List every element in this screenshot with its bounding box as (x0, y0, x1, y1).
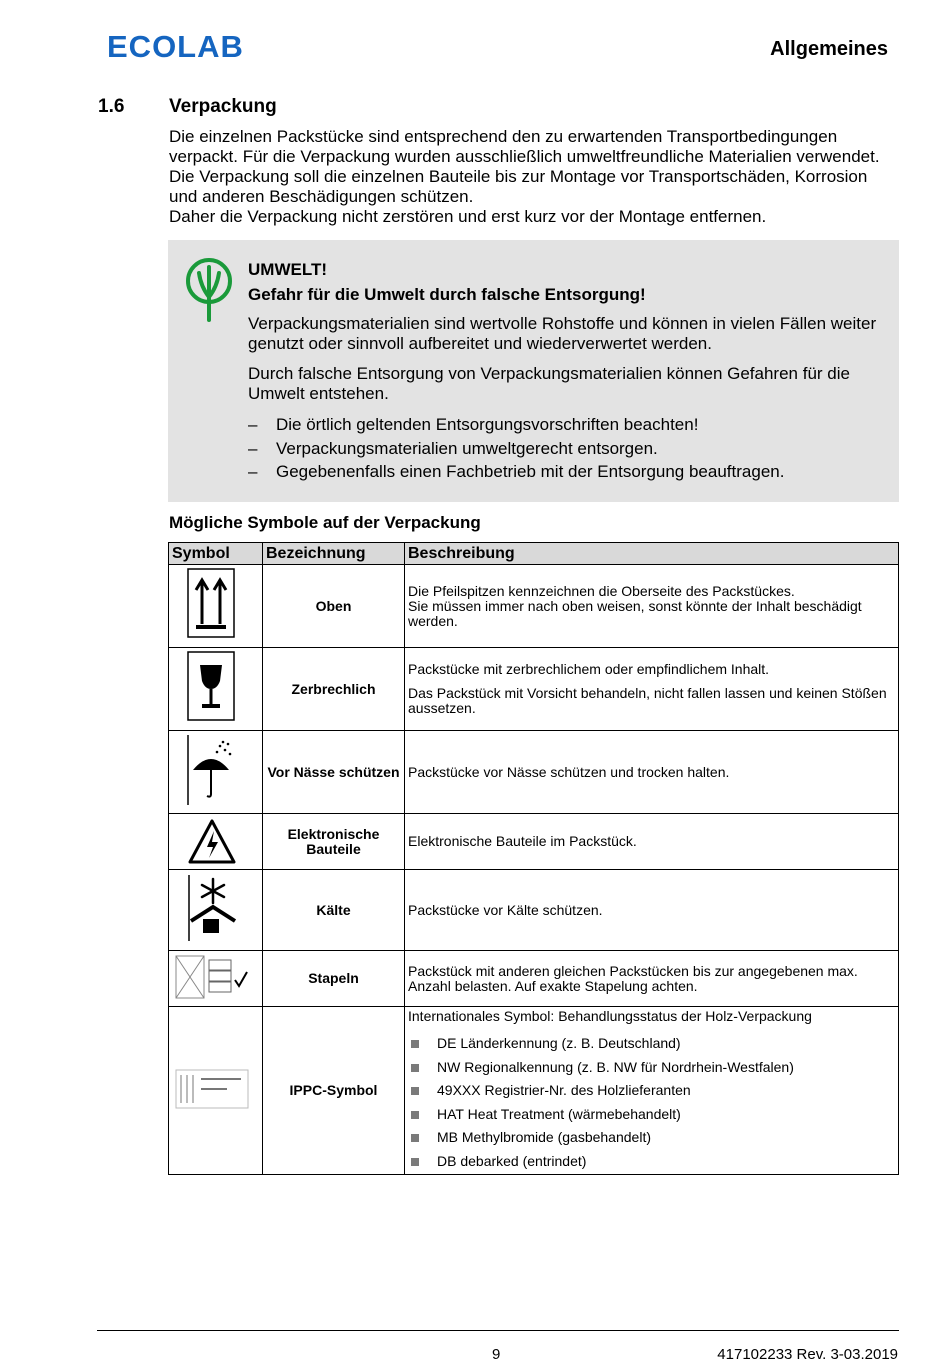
table-row (169, 814, 899, 870)
fragile-glass-icon (187, 651, 235, 721)
square-bullet-icon (411, 1040, 419, 1048)
symbol-name: Zerbrechlich (263, 648, 405, 731)
symbol-description: Packstücke vor Nässe schützen und trocken halten. (405, 731, 899, 814)
symbol-description: Packstücke vor Kälte schützen. (405, 870, 899, 951)
symbol-cell (169, 814, 263, 870)
symbol-name: Vor Nässe schützen (263, 731, 405, 814)
square-bullet-icon (411, 1087, 419, 1095)
environment-notice (168, 240, 899, 502)
dash-bullet: – (248, 438, 258, 458)
table-row (169, 731, 899, 814)
column-header: Symbol (169, 543, 263, 565)
footer-divider (97, 1330, 899, 1331)
ippc-stamp-icon (175, 1069, 249, 1109)
electrical-hazard-icon (187, 817, 237, 867)
intro-paragraph: Daher die Verpackung nicht zerstören und erst kurz vor der Montage entfernen. (169, 207, 767, 226)
list-item: DB debarked (entrindet) (408, 1150, 895, 1174)
ecolab-logo (107, 30, 255, 62)
square-bullet-icon (411, 1111, 419, 1119)
symbols-heading: Mögliche Symbole auf der Verpackung (169, 513, 481, 532)
table-row (169, 648, 899, 731)
notice-subheading: Gefahr für die Umwelt durch falsche Entsorgung! (248, 285, 646, 304)
stacking-icon (175, 954, 249, 1002)
document-reference: 417102233 Rev. 3-03.2019 (717, 1346, 898, 1363)
symbol-cell (169, 951, 263, 1007)
symbol-name: Oben (263, 565, 405, 648)
symbol-cell (169, 565, 263, 648)
dash-bullet: – (248, 462, 258, 481)
list-item: 49XXX Registrier-Nr. des Holzlieferanten (408, 1079, 895, 1103)
table-row (169, 870, 899, 951)
section-number: 1.6 (98, 96, 125, 117)
tree-environment-icon (185, 257, 233, 323)
square-bullet-icon (411, 1134, 419, 1142)
notice-paragraph: Durch falsche Entsorgung von Verpackungsmaterialien können Gefahren für die Umwelt entstehen. (248, 364, 850, 403)
list-item: – Gegebenenfalls einen Fachbetrieb mit der Entsorgung beauftragen. (248, 460, 878, 484)
square-bullet-icon (411, 1064, 419, 1072)
list-item: – Verpackungsmaterialien umweltgerecht entsorgen. (248, 437, 878, 461)
symbol-cell (169, 1007, 263, 1175)
list-item: NW Regionalkennung (z. B. NW für Nordrhein-Westfalen) (408, 1056, 895, 1080)
notice-heading: UMWELT! (248, 260, 327, 279)
protect-from-cold-icon (187, 873, 237, 943)
table-row (169, 951, 899, 1007)
list-item: MB Methylbromide (gasbehandelt) (408, 1126, 895, 1150)
symbol-description: Packstücke mit zerbrechlichem oder empfindlichem Inhalt. Das Packstück mit Vorsicht behandeln, nicht fallen lassen und keinen Stößen aussetzen. (405, 648, 899, 731)
list-item: DE Länderkennung (z. B. Deutschland) (408, 1032, 895, 1056)
list-item: HAT Heat Treatment (wärmebehandelt) (408, 1103, 895, 1127)
symbol-name: IPPC-Symbol (263, 1007, 405, 1175)
symbol-description: Elektronische Bauteile im Packstück. (405, 814, 899, 870)
page-number: 9 (492, 1346, 501, 1363)
logo-text: ECOLAB (107, 30, 244, 62)
symbol-description: Internationales Symbol: Behandlungsstatus der Holz-Verpackung DE Länderkennung (z. B. Deutschland) NW Regionalkennung (z. B. NW für Nordrhein-Westfalen) 49XXX Registrier-Nr. des Holzlieferanten HAT Heat Treatment (wärmebehandelt) MB Methylbromide (gasbehandelt) DB debarked (entrindet) (405, 1007, 899, 1175)
symbol-cell (169, 648, 263, 731)
symbol-description: Packstück mit anderen gleichen Packstücken bis zur angegebenen max. Anzahl belasten. Auf exakte Stapelung achten. (405, 951, 899, 1007)
square-bullet-icon (411, 1158, 419, 1166)
header-title: Allgemeines (770, 38, 888, 60)
this-way-up-icon (187, 568, 235, 638)
symbol-description: Die Pfeilspitzen kennzeichnen die Oberseite des Packstückes. Sie müssen immer nach oben weisen, sonst könnte der Inhalt beschädigt werden. (405, 565, 899, 648)
column-header: Beschreibung (405, 543, 899, 565)
ippc-list (408, 1032, 895, 1173)
section-title: Verpackung (169, 96, 277, 117)
table-row (169, 1007, 899, 1175)
keep-dry-umbrella-icon (187, 734, 235, 806)
notice-list (248, 413, 878, 484)
symbol-cell (169, 731, 263, 814)
symbol-name: Stapeln (263, 951, 405, 1007)
intro-text (169, 127, 899, 227)
symbol-cell (169, 870, 263, 951)
column-header: Bezeichnung (263, 543, 405, 565)
intro-paragraph: Die einzelnen Packstücke sind entsprechend den zu erwartenden Transportbedingungen verpackt. Für die Verpackung wurden ausschließlich umweltfreundliche Materialien verwendet. Die Verpackung soll die einzelnen Bauteile bis zur Montage vor Transportschäden, Korrosion und anderen Beschädigungen schützen. (169, 127, 880, 206)
list-item: – Die örtlich geltenden Entsorgungsvorschriften beachten! (248, 413, 878, 437)
table-row (169, 565, 899, 648)
symbols-table (168, 542, 899, 1175)
table-header-row (169, 543, 899, 565)
dash-bullet: – (248, 415, 258, 434)
notice-paragraph: Verpackungsmaterialien sind wertvolle Rohstoffe und können in vielen Fällen weiter genutzt oder sinnvoll aufbereitet und wiederverwertet werden. (248, 314, 877, 353)
symbol-name: Kälte (263, 870, 405, 951)
symbol-name: Elektronische Bauteile (263, 814, 405, 870)
